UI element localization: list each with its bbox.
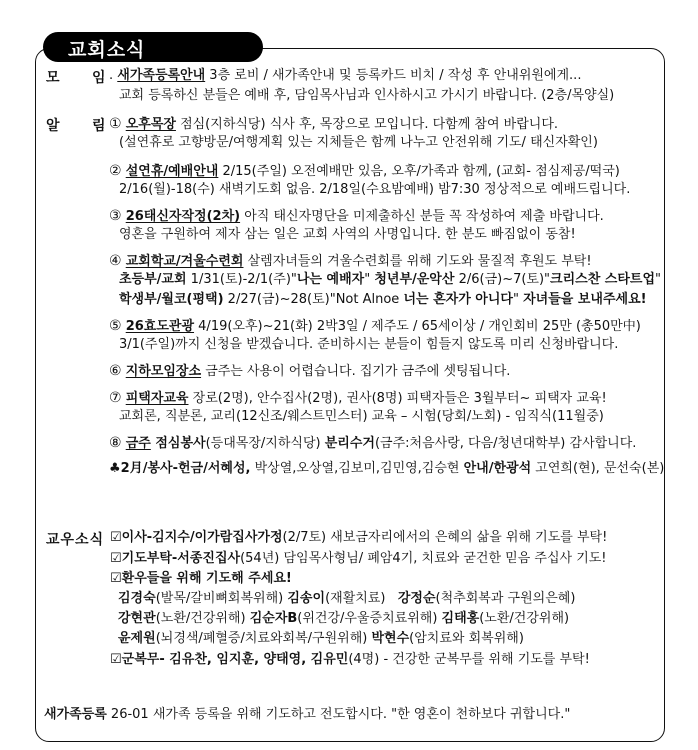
allim-item-3: ③ 26태신자작정(2차) 아직 태신자명단을 미제출하신 분들 꼭 작성하여 제출 바랍니다. xyxy=(109,208,604,224)
patient-row-1: 김경숙(발목/갈비뼈회복위해) 김송이(재활치료) 강정순(척추회복과 구원의은혜) xyxy=(118,591,576,606)
moim-title: 새가족등록안내 xyxy=(117,68,206,83)
checkbox-icon: ☑ xyxy=(110,571,122,586)
allim-item-7: ⑦ 피택자교육 장로(2명), 안수집사(2명), 권사(8명) 피택자들은 3월부터~ 피택자 교육! xyxy=(109,390,607,406)
moim-line-1: . 새가족등록안내 3층 로비 / 새가족안내 및 등록카드 비치 / 작성 후 안내위원에게... xyxy=(109,68,582,83)
patient-row-2: 강현관(노환/건강위해) 김순자B(위건강/우울증치료위해) 김태홍(노환/건강위해) xyxy=(118,611,570,626)
gyowoo-item-2: ☑기도부탁-서종진집사(54년) 담임목사형님/ 폐암4기, 치료와 굳건한 믿음 주십사 기도! xyxy=(110,551,607,566)
item-title: 26효도관광 xyxy=(125,319,195,334)
allim-item-1-line-2: (설연휴로 고향방문/여행계획 있는 지체들은 함께 나누고 안전위해 기도/ 태신자확인) xyxy=(119,135,598,150)
newfamily-line: 새가족등록 26-01 새가족 등록을 위해 기도하고 전도합시다. "한 영혼이 천하보다 귀합니다." xyxy=(44,707,571,722)
item-title: 지하모임장소 xyxy=(125,364,202,379)
checkbox-icon: ☑ xyxy=(110,551,122,566)
header-title: 교회소식 xyxy=(68,39,146,61)
moim-text: 3층 로비 / 새가족안내 및 등록카드 비치 / 작성 후 안내위원에게... xyxy=(205,68,582,83)
item-title: 금주 xyxy=(125,436,151,451)
item-title: 피택자교육 xyxy=(125,391,189,406)
club-icon: ♣ xyxy=(109,461,121,476)
moim-line-2: 교회 등록하신 분들은 예배 후, 담임목사님과 인사하시고 가시기 바랍니다. (2층/목양실) xyxy=(119,88,615,103)
section-header xyxy=(43,32,263,62)
allim-item-6: ⑥ 지하모임장소 금주는 사용이 어렵습니다. 집기가 금주에 셋팅됩니다. xyxy=(109,363,511,379)
allim-item-8: ⑧ 금주 점심봉사(등대목장/지하식당) 분리수거(금주:처음사랑, 다음/청년대학부) 감사합니다. xyxy=(109,435,637,451)
allim-item-2-line-2: 2/16(월)-18(수) 새벽기도회 없음. 2/18일(수요밤예배) 밤7:30 정상적으로 예배드립니다. xyxy=(119,182,631,197)
allim-item-7-line-2: 교회론, 직분론, 교리(12신조/웨스트민스터) 교육 – 시험(당회/노회) - 임직식(11월중) xyxy=(119,409,604,424)
allim-item-5: ⑤ 26효도관광 4/19(오후)~21(화) 2박3일 / 제주도 / 65세이상 / 개인회비 25만 (총50만中) xyxy=(109,318,641,334)
checkbox-icon: ☑ xyxy=(110,652,122,667)
allim-label-left: 알 xyxy=(46,118,60,134)
allim-item-5-line-2: 3/1(주일)까지 신청을 받겠습니다. 준비하시는 분들이 힘들지 않도록 미리 신청바랍니다. xyxy=(119,337,619,352)
item-title: 교회학교/겨울수련회 xyxy=(125,254,244,269)
allim-item-4-line-3: 학생부/월코(평택) 2/27(금)~28(토)"Not Alnoe 너는 혼자가 아니다" 자녀들을 보내주세요! xyxy=(119,292,647,307)
item-title: 설연휴/예배안내 xyxy=(125,164,219,179)
allim-item-4-line-2: 초등부/교회 1/31(토)-2/1(주)"나는 예배자" 청년부/운악산 2/6(금)~7(토)"크리스찬 스타트업" xyxy=(119,272,662,287)
item-title: 오후목장 xyxy=(125,117,176,132)
gyowoo-label: 교우소식 xyxy=(46,532,105,548)
allim-club-line: ♣2月/봉사-헌금/서혜성, 박상열,오상열,김보미,김민영,김승현 안내/한광석 고연희(현), 문선숙(본) xyxy=(109,461,665,476)
patient-row-3: 윤제원(뇌경색/폐혈증/치료와회복/구원위해) 박현수(암치료와 회복위해) xyxy=(118,631,524,646)
allim-item-1: ① 오후목장 점심(지하식당) 식사 후, 목장으로 모입니다. 다함께 참여 바랍니다. xyxy=(109,116,559,132)
moim-label-right: 임 xyxy=(92,70,106,86)
allim-label-right: 림 xyxy=(92,118,106,134)
gyowoo-item-3: ☑환우들을 위해 기도해 주세요! xyxy=(110,571,292,586)
allim-item-4: ④ 교회학교/겨울수련회 살렘자녀들의 겨울수련회를 위해 기도와 물질적 후원도 부탁! xyxy=(109,253,592,269)
gyowoo-item-1: ☑이사-김지수/이가람집사가정(2/7토) 새보금자리에서의 은혜의 삶을 위해 기도를 부탁! xyxy=(110,530,608,545)
allim-item-3-line-2: 영혼을 구원하여 제자 삼는 일은 교회 사역의 사명입니다. 한 분도 빠짐없이 동참! xyxy=(119,227,576,242)
item-title: 26태신자작정(2차) xyxy=(125,209,241,224)
allim-item-2: ② 설연휴/예배안내 2/15(주일) 오전예배만 있음, 오후/가족과 함께, (교회- 점심제공/떡국) xyxy=(109,163,620,179)
newfamily-label: 새가족등록 xyxy=(44,707,107,722)
gyowoo-military: ☑군복무- 김유찬, 임지훈, 양태영, 김유민(4명) - 건강한 군복무를 위해 기도를 부탁! xyxy=(110,652,590,667)
checkbox-icon: ☑ xyxy=(110,530,122,545)
moim-label-left: 모 xyxy=(46,70,60,86)
